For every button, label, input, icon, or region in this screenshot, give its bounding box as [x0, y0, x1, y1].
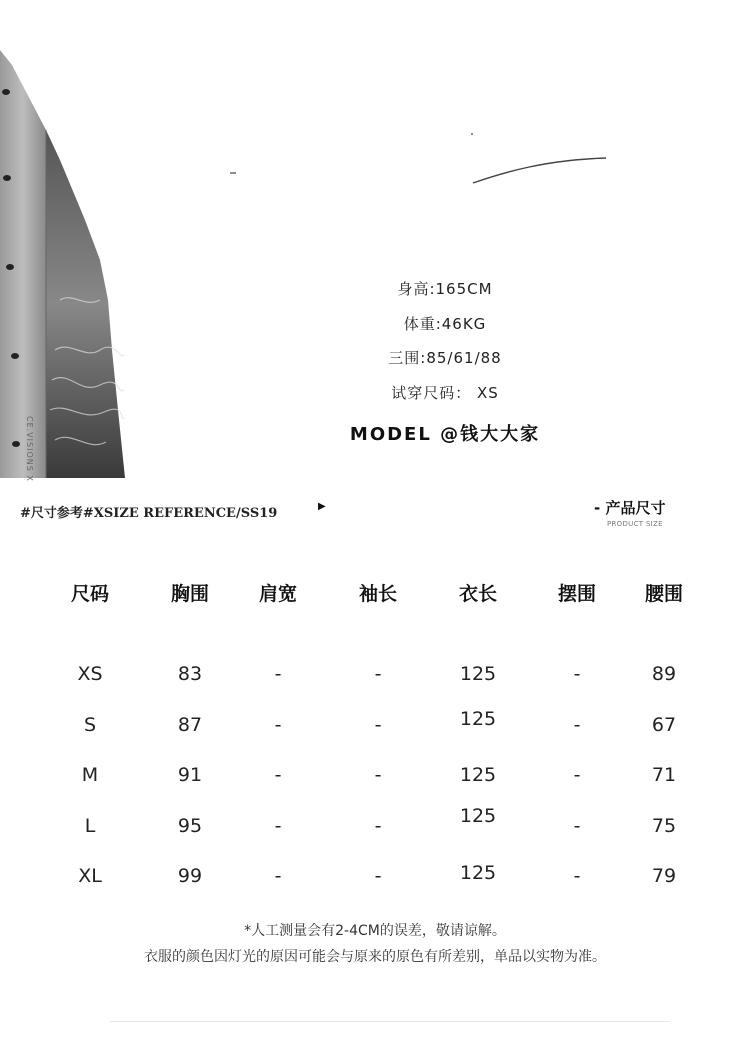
table-cell: -: [274, 663, 282, 685]
table-cell: 91: [177, 764, 203, 786]
table-cell: L: [84, 814, 96, 837]
model-height: 身高:165CM: [397, 280, 493, 298]
model-name: MODEL @钱大大家: [349, 424, 541, 445]
table-cell: -: [374, 764, 382, 786]
table-cell: -: [274, 713, 282, 736]
table-cell: -: [573, 814, 581, 837]
size-reference-title: #尺寸参考#ⅩSIZE REFERENCE/SS19: [20, 506, 278, 521]
table-body: [40, 654, 716, 907]
curve-mark: [473, 158, 606, 183]
table-header-cell: 胸围: [170, 583, 209, 605]
table-row: [40, 856, 716, 907]
table-row: [40, 806, 716, 857]
table-header-cell: 袖长: [358, 583, 397, 605]
model-trial-size: 试穿尺码： XS: [391, 383, 499, 402]
table-cell: XL: [78, 865, 102, 887]
table-row: [40, 654, 716, 705]
table-row: [40, 705, 716, 756]
table-cell: -: [374, 663, 382, 685]
measurement-note: *人工测量会有2-4CM的误差，敬请谅解。: [244, 923, 506, 939]
table-cell: -: [374, 865, 382, 887]
table-cell: -: [573, 865, 581, 887]
table-cell: -: [374, 814, 382, 837]
product-size-label: [594, 497, 674, 528]
color-note: 衣服的颜色因灯光的原因可能会与原来的原色有所差别，单品以实物为准。: [144, 949, 606, 965]
table-header-row: [40, 574, 716, 654]
table-cell: 125: [459, 663, 497, 685]
photo-side-label: CE.VISIONS X: [25, 416, 34, 482]
table-cell: -: [573, 764, 581, 786]
model-info: [300, 278, 590, 416]
table-cell: -: [573, 713, 581, 736]
table-cell: 71: [651, 764, 677, 786]
product-size-cn: - 产品尺寸: [594, 499, 666, 517]
size-table: [40, 574, 716, 907]
play-arrow-icon: ▶: [318, 501, 326, 512]
table-row: [40, 755, 716, 806]
table-cell: -: [374, 713, 382, 736]
table-cell: 99: [177, 865, 203, 887]
table-header-cell: 腰围: [644, 583, 683, 605]
table-cell: 125: [459, 804, 497, 827]
table-cell: XS: [77, 663, 103, 685]
table-cell: -: [274, 814, 282, 837]
table-header-cell: 肩宽: [258, 583, 297, 605]
table-cell: 125: [459, 862, 497, 884]
table-header-cell: 尺码: [70, 583, 109, 605]
table-cell: -: [573, 663, 581, 685]
table-cell: 79: [651, 865, 677, 887]
table-cell: 125: [459, 707, 497, 730]
table-cell: 125: [459, 764, 497, 786]
table-header-cell: 摆围: [557, 583, 596, 605]
model-measurements: 三围:85/61/88: [388, 349, 502, 367]
table-cell: 67: [651, 713, 677, 736]
table-cell: -: [274, 764, 282, 786]
table-cell: 89: [651, 663, 677, 685]
model-weight: 体重:46KG: [403, 314, 487, 333]
table-cell: -: [274, 865, 282, 887]
bottom-divider: [110, 1021, 670, 1022]
product-size-en: PRODUCT SIZE: [607, 520, 663, 528]
table-cell: 87: [177, 713, 203, 736]
table-cell: 75: [651, 814, 677, 837]
decorative-lines: [0, 0, 750, 200]
table-header-cell: 衣长: [458, 583, 497, 605]
table-cell: M: [81, 764, 99, 786]
table-cell: 95: [177, 814, 203, 837]
table-cell: 83: [177, 663, 203, 685]
table-cell: S: [83, 713, 97, 736]
